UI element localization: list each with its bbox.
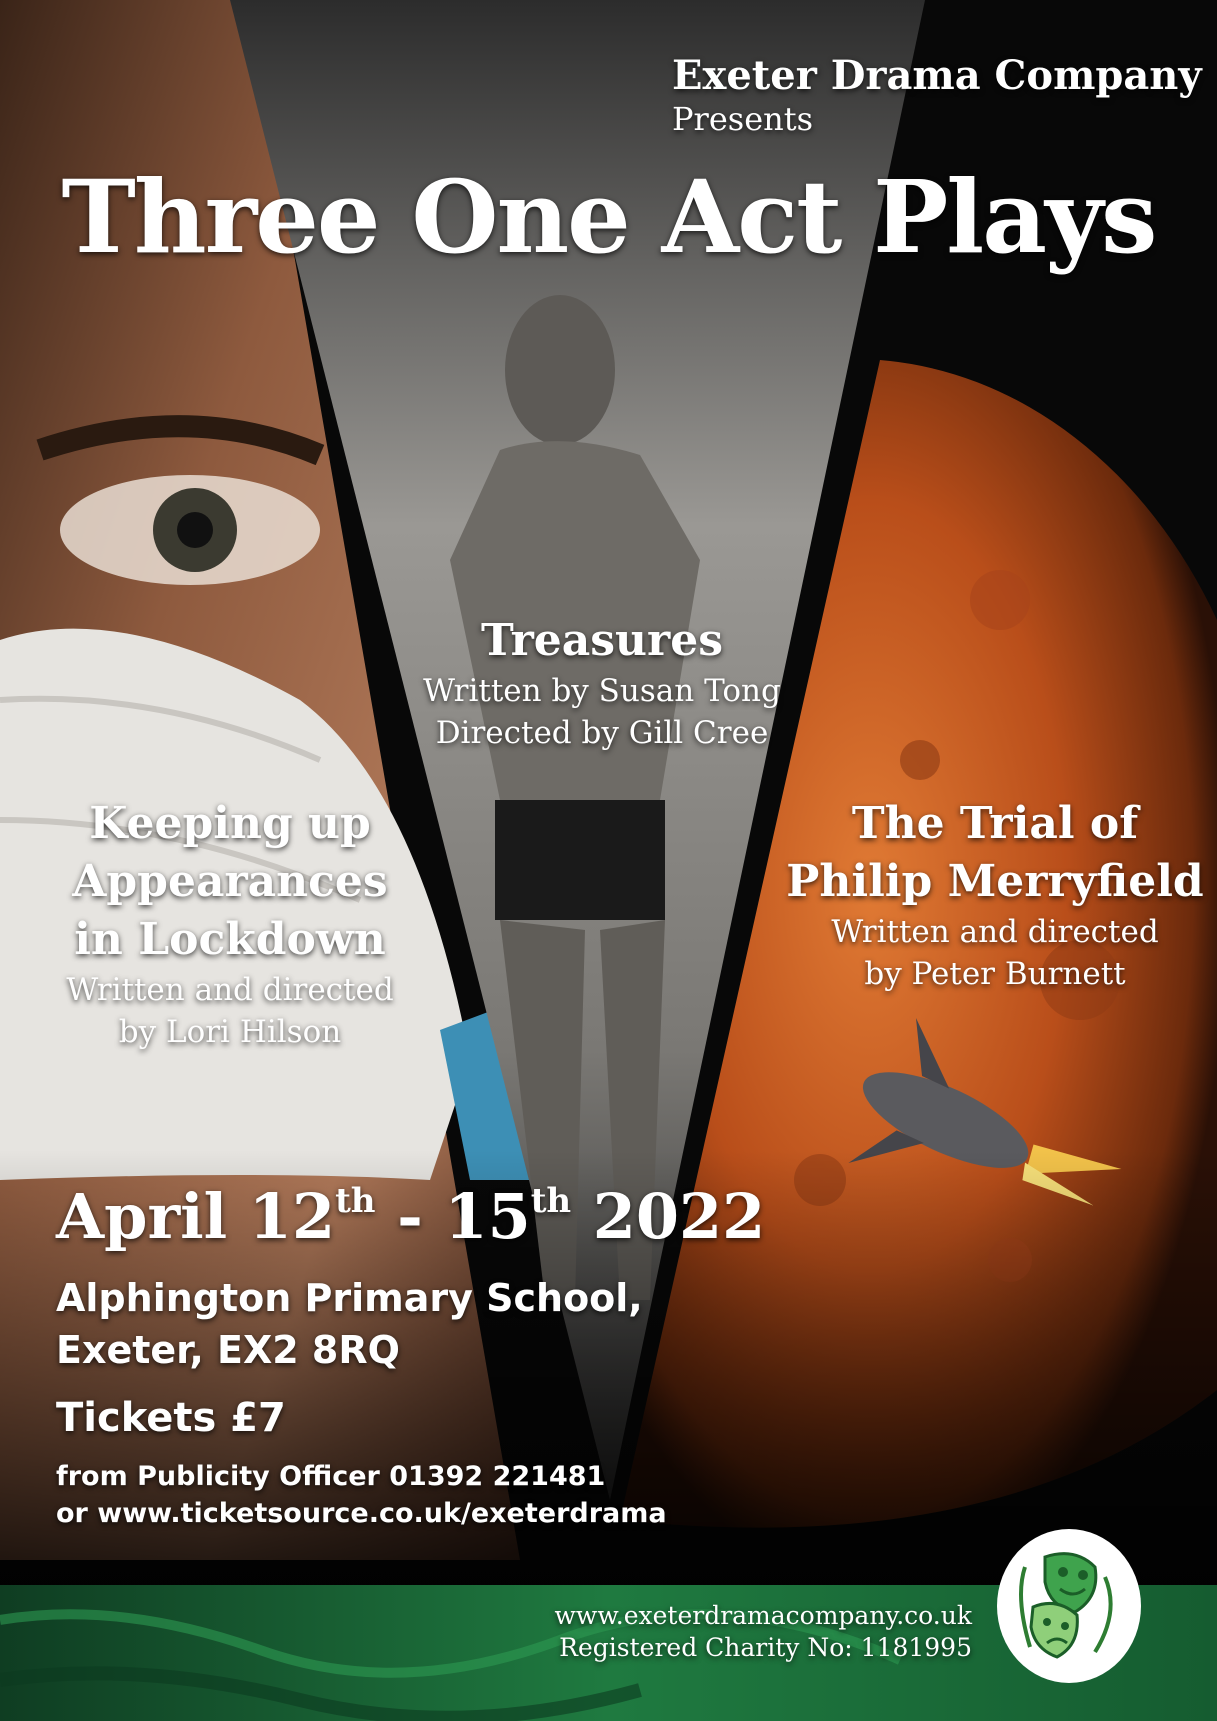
venue-line: Exeter, EX2 8RQ: [56, 1328, 400, 1372]
poster-title: Three One Act Plays: [61, 158, 1156, 276]
play-trial-of-philip-merryfield: [775, 795, 1215, 995]
date-end: 15: [444, 1180, 531, 1253]
footer-website: www.exeterdramacompany.co.uk: [554, 1601, 972, 1630]
play-credit-line: Directed by Gill Cree: [435, 715, 769, 751]
date-year: 2022: [592, 1180, 766, 1253]
footer-charity-number: Registered Charity No: 1181995: [559, 1633, 972, 1662]
play-credit-line: Written by Susan Tong: [423, 673, 781, 709]
date-separator: -: [375, 1180, 445, 1253]
play-title-line: Philip Merryfield: [786, 856, 1204, 907]
play-keeping-up-appearances: [30, 795, 430, 1053]
play-treasures: [392, 612, 812, 754]
venue-address: [56, 1272, 643, 1376]
play-title-line: Treasures: [481, 615, 723, 666]
play-title-line: Keeping up: [89, 798, 371, 849]
play-credit-line: Written and directed: [831, 914, 1159, 950]
performance-dates: [56, 1180, 765, 1253]
date-start: April 12: [56, 1180, 336, 1253]
purchase-url: or www.ticketsource.co.uk/exeterdrama: [56, 1498, 667, 1529]
ticket-purchase-info: [56, 1458, 667, 1532]
date-start-suffix: th: [335, 1181, 376, 1221]
venue-line: Alphington Primary School,: [56, 1276, 643, 1320]
drama-masks-logo: [995, 1527, 1143, 1685]
presents-label: Presents: [672, 100, 814, 138]
play-title-line: The Trial of: [851, 798, 1139, 849]
play-title-line: Appearances: [72, 856, 388, 907]
ticket-price: Tickets £7: [56, 1395, 286, 1441]
play-credit-line: by Peter Burnett: [864, 956, 1126, 992]
play-credit-line: Written and directed: [66, 972, 394, 1008]
play-title-line: in Lockdown: [74, 914, 386, 965]
play-credit-line: by Lori Hilson: [118, 1014, 342, 1050]
purchase-phone: from Publicity Officer 01392 221481: [56, 1461, 606, 1492]
date-end-suffix: th: [530, 1181, 572, 1221]
footer-info: [555, 1600, 972, 1664]
presenter-name: Exeter Drama Company: [672, 52, 1202, 99]
